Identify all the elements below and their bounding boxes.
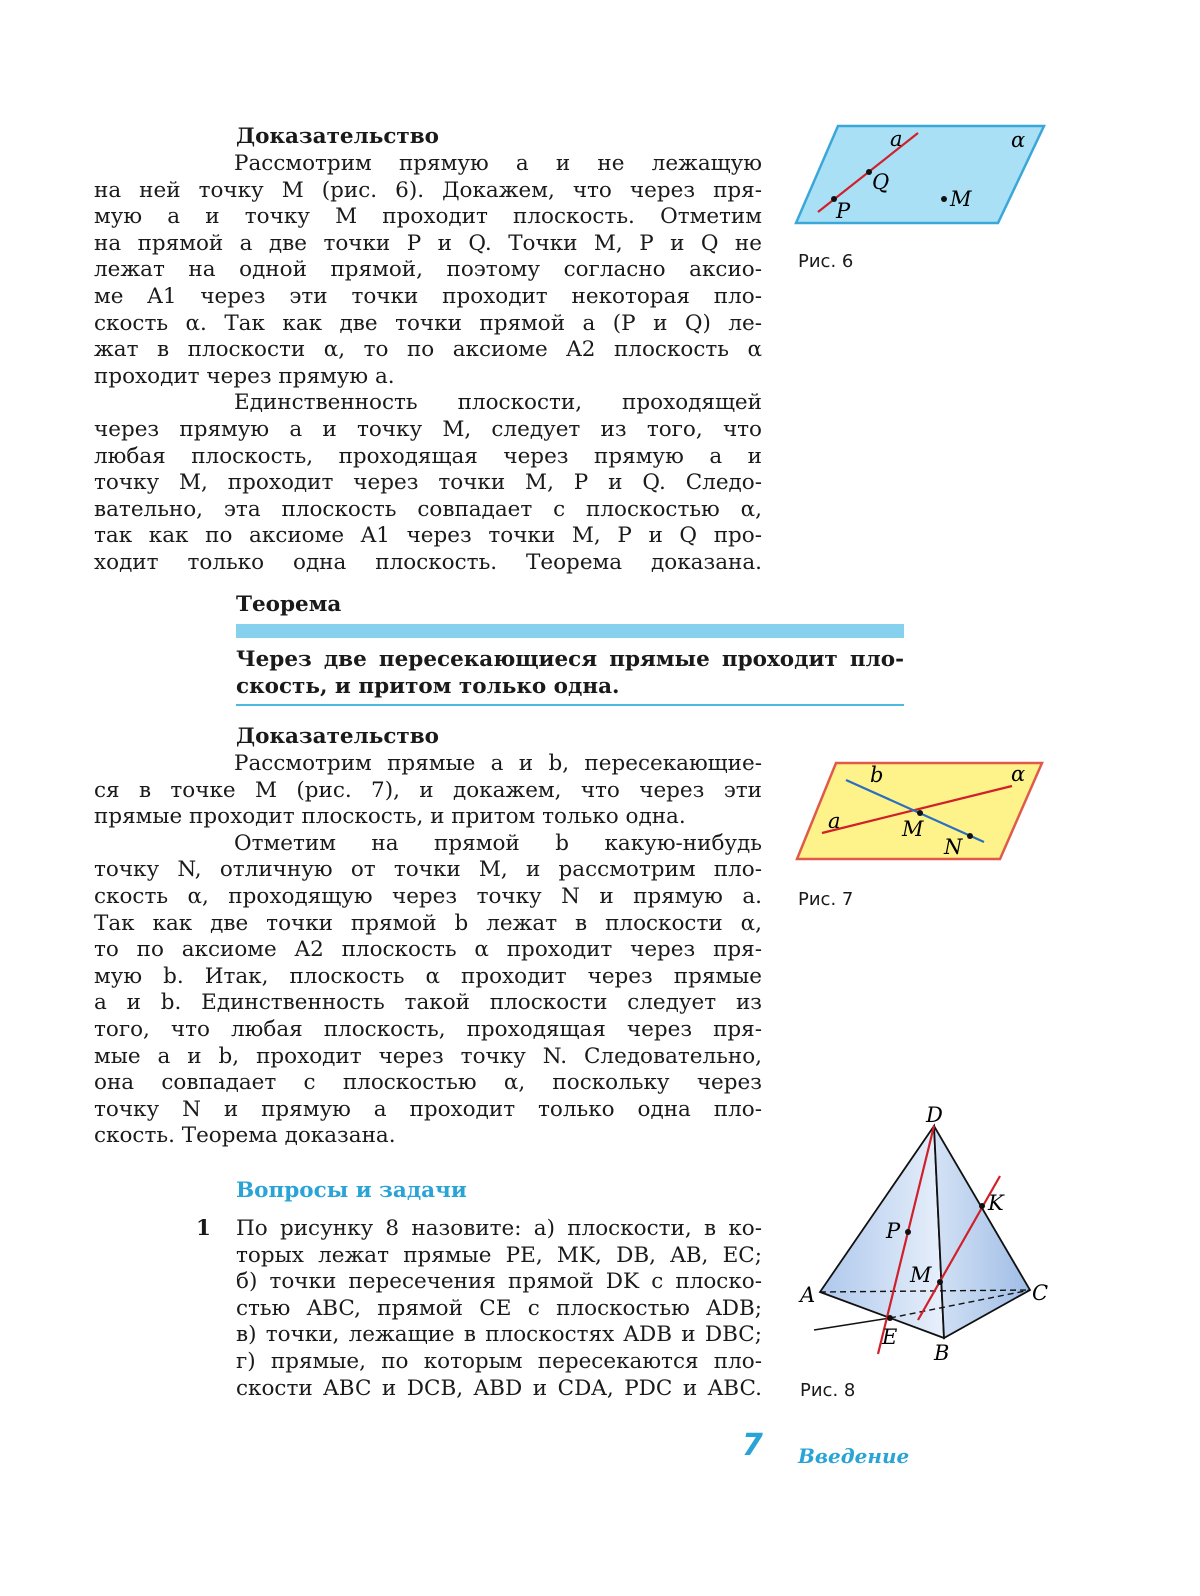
text-line: ходит только одна плоскость. Теорема доказана. — [94, 550, 762, 575]
plane-alpha — [796, 126, 1044, 223]
text-line: мые a и b, проходит через точку N. Следовательно, — [94, 1043, 762, 1069]
text-line: точку M, проходит через точки M, P и Q. Следо- — [94, 470, 762, 496]
text-line-content: Рассмотрим прямую a и не лежащую — [234, 151, 762, 176]
text-line: б) точки пересечения прямой DK с плоско- — [236, 1269, 762, 1295]
label-A: A — [800, 1283, 816, 1307]
text-line: ме A1 через эти точки проходит некоторая пло- — [94, 284, 762, 309]
figure-8 — [792, 1098, 1064, 1370]
text-line: на прямой a две точки P и Q. Точки M, P и Q не — [94, 230, 762, 256]
theorem-heading: Теорема — [236, 592, 342, 617]
figure-7 — [792, 758, 1048, 864]
proof1-heading: Доказательство — [236, 124, 440, 149]
label-K: K — [988, 1191, 1004, 1215]
label-Q: Q — [872, 170, 890, 194]
point-M — [941, 196, 947, 202]
text-line: a и b. Единственность такой плоскости следует из — [94, 990, 762, 1016]
text-line: жат в плоскости α, то по аксиоме A2 плоскость α — [94, 337, 762, 363]
questions-title: Вопросы и задачи — [236, 1178, 467, 1203]
text-line: г) прямые, по которым пересекаются пло- — [236, 1349, 762, 1374]
label-M: M — [902, 817, 924, 841]
figure-8-caption: Рис. 8 — [800, 1380, 856, 1401]
label-M: M — [950, 187, 972, 211]
theorem-divider — [236, 704, 904, 706]
text-line: проходит через прямую a. — [94, 363, 395, 389]
figure-6-caption: Рис. 6 — [798, 251, 854, 272]
text-line: Единственность плоскости, проходящей — [234, 390, 762, 416]
label-alpha: α — [1011, 762, 1026, 786]
label-M: M — [910, 1263, 932, 1287]
text-line: мую a и точку M проходит плоскость. Отметим — [94, 204, 762, 230]
text-line: в) точки, лежащие в плоскостях ADB и DBC; — [236, 1322, 762, 1348]
theorem-bar — [236, 624, 904, 638]
point-N — [967, 833, 973, 839]
point-E — [887, 1315, 893, 1321]
label-D: D — [926, 1103, 943, 1127]
text-line: лежат на одной прямой, поэтому согласно аксио- — [94, 257, 762, 283]
text-line: Так как две точки прямой b лежат в плоскости α, — [94, 910, 762, 936]
point-M — [917, 810, 923, 816]
label-a: a — [890, 127, 903, 151]
theorem-line: скость, и притом только одна. — [236, 673, 620, 699]
label-P: P — [836, 199, 851, 223]
theorem-line: Через две пересекающиеся прямые проходит пло- — [236, 647, 904, 672]
text-line: ся в точке M (рис. 7), и докажем, что через эти — [94, 777, 762, 803]
point-M — [937, 1279, 943, 1285]
text-line: так как по аксиоме A1 через точки M, P и Q про- — [94, 523, 762, 549]
label-N: N — [944, 835, 963, 859]
text-line: того, что любая плоскость, проходящая через пря- — [94, 1017, 762, 1042]
text-line: прямые проходит плоскость, и притом только одна. — [94, 804, 686, 830]
text-line: то по аксиоме A2 плоскость α проходит через пря- — [94, 937, 762, 963]
text-line: точку N и прямую a проходит только одна пло- — [94, 1096, 762, 1122]
point-P — [905, 1229, 911, 1235]
proof2-heading: Доказательство — [236, 724, 440, 749]
label-E: E — [882, 1325, 898, 1349]
section-name: Введение — [798, 1444, 910, 1468]
label-a: a — [828, 809, 841, 833]
text-line: на ней точку M (рис. 6). Докажем, что через пря- — [94, 177, 762, 203]
label-P: P — [886, 1219, 901, 1243]
text-line: скости ABC и DCB, ABD и CDA, PDC и ABC. — [236, 1375, 762, 1401]
text-line: вательно, эта плоскость совпадает с плоскостью α, — [94, 496, 762, 522]
line-EC-outside — [814, 1318, 890, 1330]
text-line: Рассмотрим прямые a и b, пересекающие- — [234, 751, 762, 776]
text-line: она совпадает с плоскостью α, поскольку через — [94, 1070, 762, 1096]
label-alpha: α — [1011, 128, 1026, 152]
text-line: Отметим на прямой b какую-нибудь — [234, 830, 762, 856]
label-B: B — [934, 1341, 950, 1365]
text-line: скость α, проходящую через точку N и прямую a. — [94, 884, 762, 909]
text-line: стью ABC, прямой CE с плоскостью ADB; — [236, 1295, 762, 1321]
figure-7-caption: Рис. 7 — [798, 889, 854, 910]
question-number: 1 — [196, 1216, 211, 1241]
figure-6 — [792, 122, 1048, 228]
text-line: скость. Теорема доказана. — [94, 1123, 396, 1149]
text-line — [234, 151, 762, 178]
label-C: C — [1032, 1281, 1049, 1305]
text-line: По рисунку 8 назовите: а) плоскости, в ко- — [236, 1216, 762, 1241]
text-line: любая плоскость, проходящая через прямую a и — [94, 443, 762, 469]
page-number: 7 — [742, 1428, 763, 1463]
label-b: b — [870, 763, 884, 787]
text-line: торых лежат прямые PE, MK, DB, AB, EC; — [236, 1242, 762, 1268]
text-line: скость α. Так как две точки прямой a (P и Q) ле- — [94, 310, 762, 336]
text-line: точку N, отличную от точки M, и рассмотрим пло- — [94, 857, 762, 883]
text-line: мую b. Итак, плоскость α проходит через прямые — [94, 963, 762, 989]
face-DBC — [934, 1126, 1030, 1338]
point-K — [979, 1203, 985, 1209]
text-line: через прямую a и точку M, следует из того, что — [94, 417, 762, 442]
